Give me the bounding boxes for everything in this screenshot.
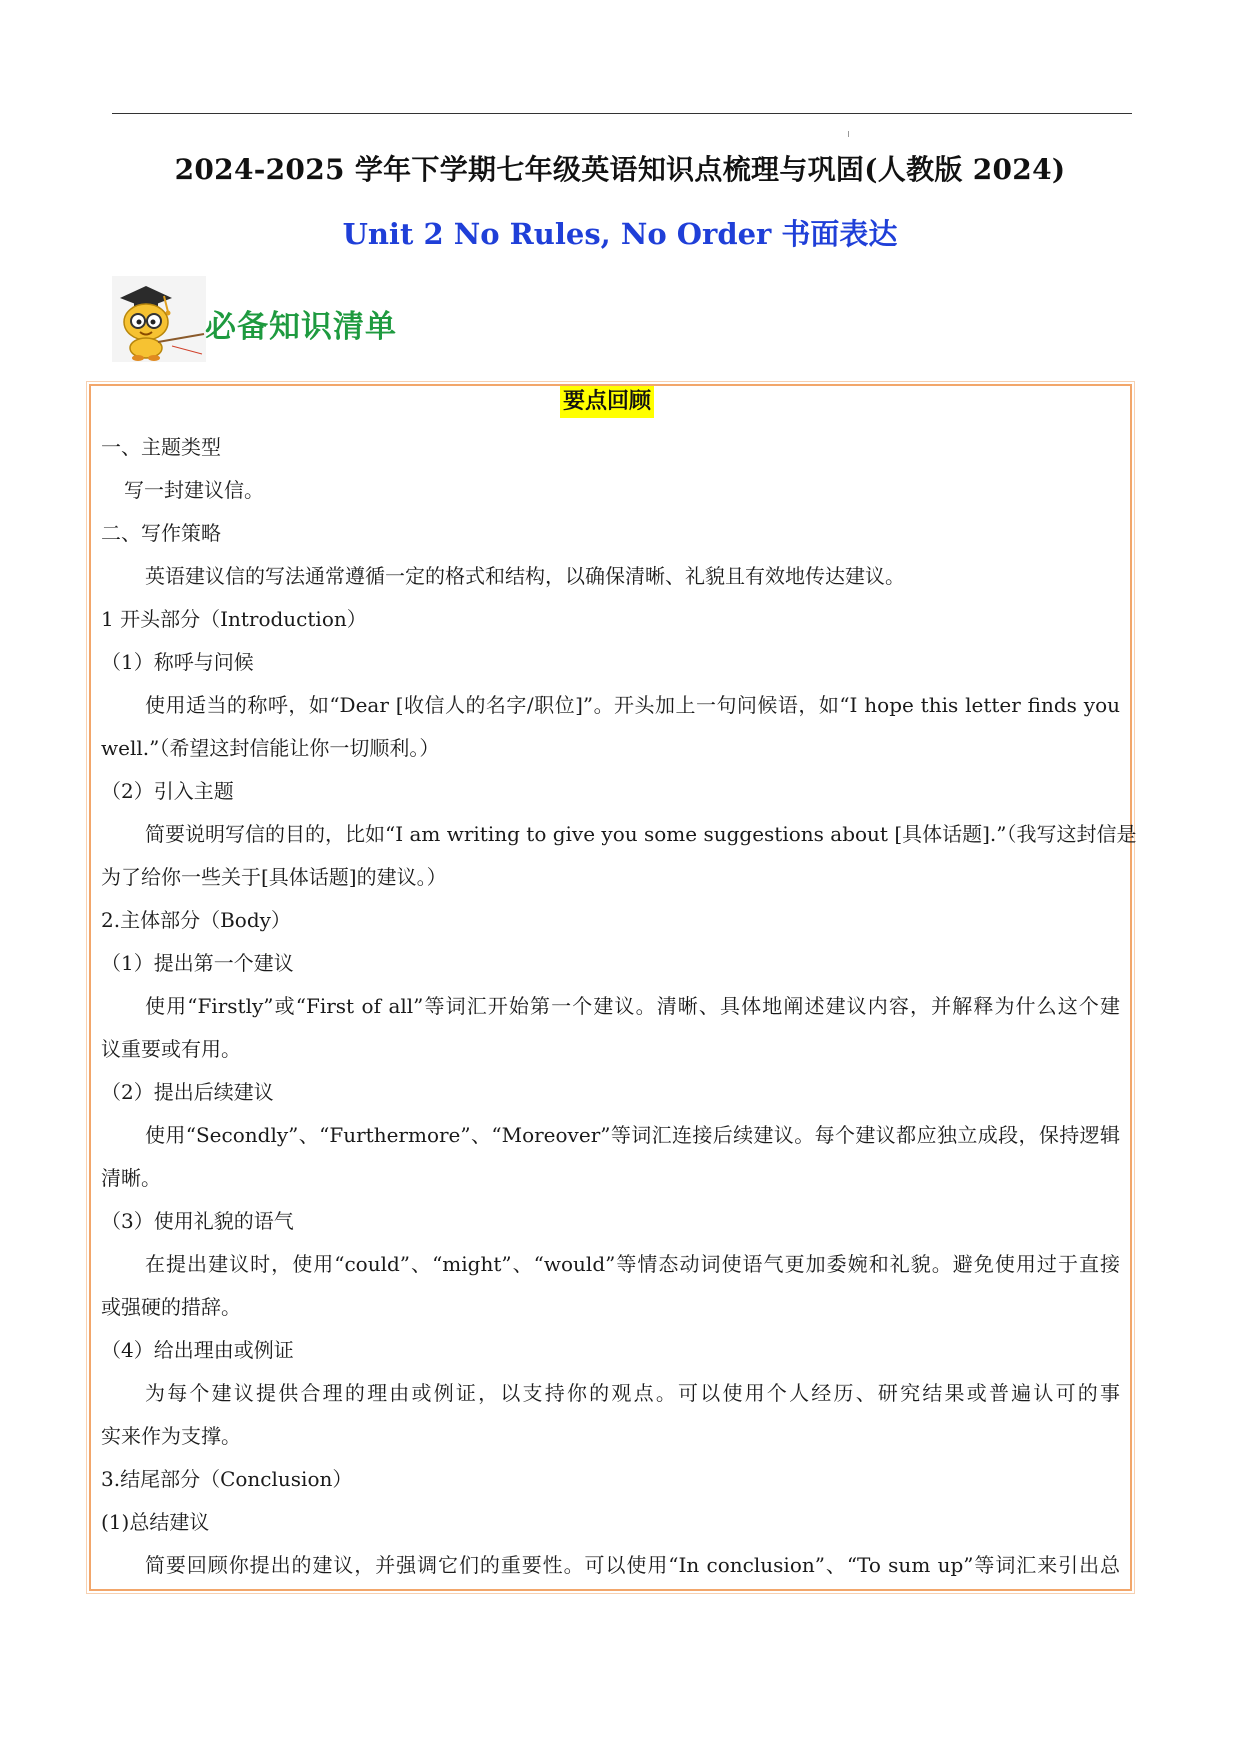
text-line: 2.主体部分（Body） xyxy=(101,908,291,932)
text-line: 3.结尾部分（Conclusion） xyxy=(101,1467,353,1491)
text-line: 为每个建议提供合理的理由或例证，以支持你的观点。可以使用个人经历、研究结果或普遍认可的事 xyxy=(145,1381,1120,1405)
text-line: 或强硬的措辞。 xyxy=(101,1295,241,1319)
text-line: （1）提出第一个建议 xyxy=(101,951,294,975)
scholar-mascot-icon xyxy=(112,276,206,362)
text-line: （4）给出理由或例证 xyxy=(101,1338,294,1362)
section-heading: 必备知识清单 xyxy=(205,309,397,345)
text-line: 英语建议信的写法通常遵循一定的格式和结构，以确保清晰、礼貌且有效地传达建议。 xyxy=(145,564,905,588)
text-line: 二、写作策略 xyxy=(101,521,221,545)
text-line: 为了给你一些关于[具体话题]的建议。） xyxy=(101,865,447,889)
text-line: （2）提出后续建议 xyxy=(101,1080,274,1104)
document-subtitle: Unit 2 No Rules, No Order 书面表达 xyxy=(342,217,898,251)
text-line: （2）引入主题 xyxy=(101,779,234,803)
header-rule xyxy=(112,113,1132,114)
text-line: 写一封建议信。 xyxy=(124,478,264,502)
document-title: 2024-2025 学年下学期七年级英语知识点梳理与巩固(人教版 2024) xyxy=(174,153,1066,186)
header-mark xyxy=(848,131,849,137)
text-line: 使用“Secondly”、“Furthermore”、“Moreover”等词汇连接后续建议。每个建议都应独立成段，保持逻辑 xyxy=(145,1123,1120,1147)
box-title: 要点回顾 xyxy=(560,386,654,418)
text-line: 议重要或有用。 xyxy=(101,1037,241,1061)
text-line: well.”（希望这封信能让你一切顺利。） xyxy=(101,736,440,760)
text-line: 一、主题类型 xyxy=(101,435,221,459)
text-line: 使用“Firstly”或“First of all”等词汇开始第一个建议。清晰、具体地阐述建议内容，并解释为什么这个建 xyxy=(145,994,1120,1018)
text-line: 简要回顾你提出的建议，并强调它们的重要性。可以使用“In conclusion”、“To sum up”等词汇来引出总 xyxy=(145,1553,1120,1577)
text-line: (1)总结建议 xyxy=(101,1510,210,1534)
text-line: 使用适当的称呼，如“Dear [收信人的名字/职位]”。开头加上一句问候语，如“I hope this letter finds you xyxy=(145,693,1120,717)
text-line: 实来作为支撑。 xyxy=(101,1424,241,1448)
text-line: 清晰。 xyxy=(101,1166,161,1190)
text-line: （3）使用礼貌的语气 xyxy=(101,1209,294,1233)
text-line: 在提出建议时，使用“could”、“might”、“would”等情态动词使语气更加委婉和礼貌。避免使用过于直接 xyxy=(145,1252,1120,1276)
text-line: 1 开头部分（Introduction） xyxy=(101,607,367,631)
text-line: （1）称呼与问候 xyxy=(101,650,254,674)
text-line: 简要说明写信的目的，比如“I am writing to give you some suggestions about [具体话题].”（我写这封信是 xyxy=(145,822,1137,846)
